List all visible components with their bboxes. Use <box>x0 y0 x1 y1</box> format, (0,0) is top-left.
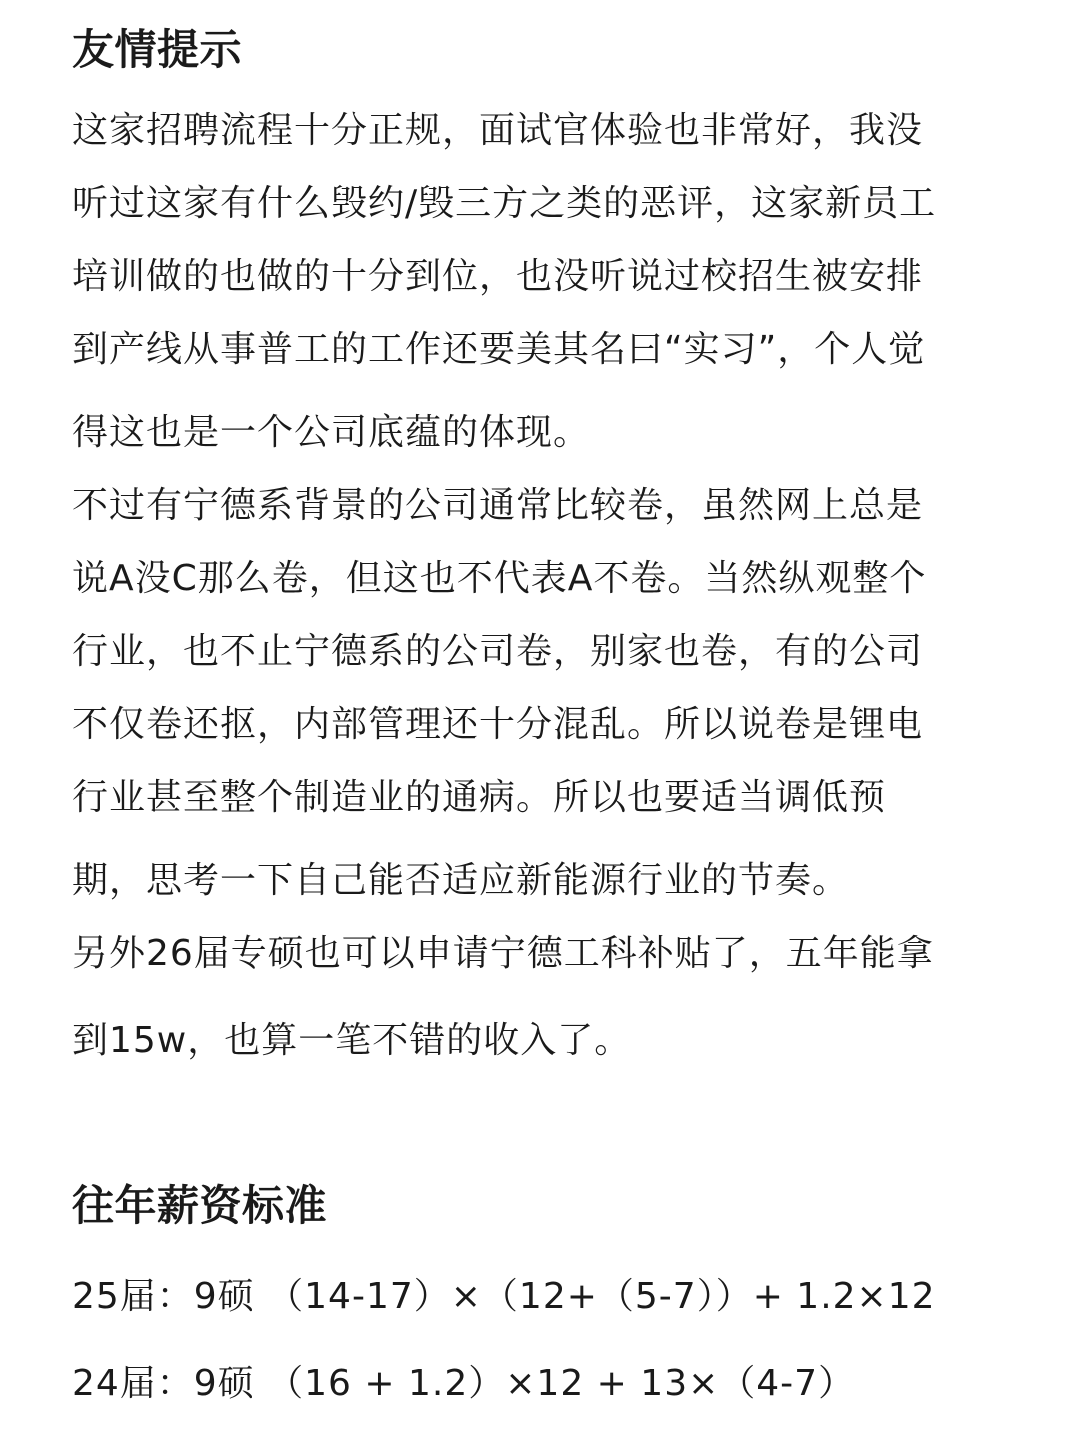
paragraph-line: 不过有宁德系背景的公司通常比较卷，虽然网上总是 <box>72 485 924 526</box>
salary-line: 24届：9硕 （16 + 1.2）×12 + 13×（4-7） <box>72 1363 856 1404</box>
paragraph-line: 另外26届专硕也可以申请宁德工科补贴了，五年能拿 <box>72 933 934 974</box>
paragraph-line: 到15w，也算一笔不错的收入了。 <box>72 1020 632 1061</box>
paragraph-line: 培训做的也做的十分到位，也没听说过校招生被安排 <box>72 256 924 297</box>
paragraph-line: 行业，也不止宁德系的公司卷，别家也卷，有的公司 <box>72 631 924 672</box>
paragraph-line: 听过这家有什么毁约/毁三方之类的恶评，这家新员工 <box>72 183 937 224</box>
section-title-salary-standards: 往年薪资标准 <box>72 1181 328 1230</box>
paragraph-line: 不仅卷还抠，内部管理还十分混乱。所以说卷是锂电 <box>72 704 924 745</box>
paragraph-line: 到产线从事普工的工作还要美其名曰“实习”，个人觉 <box>72 329 926 370</box>
paragraph-line: 这家招聘流程十分正规，面试官体验也非常好，我没 <box>72 110 924 151</box>
salary-line: 25届：9硕 （14-17）×（12+（5-7））+ 1.2×12 <box>72 1276 936 1317</box>
paragraph-line: 得这也是一个公司底蕴的体现。 <box>72 412 591 453</box>
paragraph-line: 行业甚至整个制造业的通病。所以也要适当调低预 <box>72 777 887 818</box>
section-title-friendly-tips: 友情提示 <box>72 25 243 74</box>
paragraph-line: 说A没C那么卷，但这也不代表A不卷。当然纵观整个 <box>72 558 927 599</box>
paragraph-line: 期，思考一下自己能否适应新能源行业的节奏。 <box>72 860 850 901</box>
